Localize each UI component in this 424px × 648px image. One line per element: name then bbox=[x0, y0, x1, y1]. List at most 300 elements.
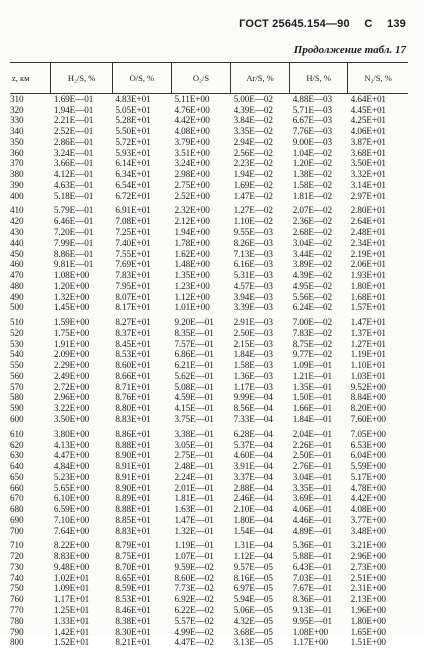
value-cell: 6.34E+01 bbox=[112, 169, 171, 180]
value-cell: 4.88E—03 bbox=[290, 94, 348, 105]
value-cell: 9.77E—02 bbox=[290, 350, 348, 361]
value-cell: 2.07E—02 bbox=[290, 206, 348, 217]
value-cell: 6.67E—03 bbox=[290, 116, 348, 127]
value-cell: 5.28E+01 bbox=[112, 116, 171, 127]
table-row bbox=[10, 303, 408, 314]
value-cell: 2.36E—02 bbox=[290, 216, 348, 227]
value-cell: 1.80E+01 bbox=[348, 281, 408, 292]
value-cell: 6.22E—02 bbox=[171, 605, 230, 616]
value-cell: 6.14E+01 bbox=[112, 159, 171, 170]
value-cell: 2.68E—02 bbox=[290, 227, 348, 238]
value-cell: 6.43E—01 bbox=[290, 562, 348, 573]
value-cell: 2.46E—04 bbox=[231, 494, 290, 505]
value-cell: 3.24E—01 bbox=[51, 148, 112, 159]
value-cell: 5.23E+00 bbox=[51, 472, 112, 483]
altitude-cell: 350 bbox=[10, 137, 51, 148]
value-cell: 1.80E+00 bbox=[348, 616, 408, 627]
value-cell: 8.56E—04 bbox=[231, 403, 290, 414]
value-cell: 1.23E+00 bbox=[171, 281, 230, 292]
value-cell: 1.19E+01 bbox=[348, 350, 408, 361]
value-cell: 2.73E+00 bbox=[348, 562, 408, 573]
value-cell: 8.26E—03 bbox=[231, 238, 290, 249]
value-cell: 1.50E—01 bbox=[290, 393, 348, 404]
altitude-cell: 790 bbox=[10, 627, 51, 638]
altitude-cell: 310 bbox=[10, 94, 51, 105]
value-cell: 1.03E+01 bbox=[348, 371, 408, 382]
value-cell: 1.52E+01 bbox=[51, 638, 112, 648]
table-row bbox=[10, 270, 408, 281]
value-cell: 3.50E+01 bbox=[348, 159, 408, 170]
table-row bbox=[10, 159, 408, 170]
value-cell: 9.57E—05 bbox=[231, 562, 290, 573]
value-cell: 1.20E—02 bbox=[290, 159, 348, 170]
value-cell: 2.72E+00 bbox=[51, 382, 112, 393]
value-cell: 1.93E+01 bbox=[348, 270, 408, 281]
value-cell: 3.37E—04 bbox=[231, 472, 290, 483]
value-cell: 1.32E—01 bbox=[171, 526, 230, 537]
value-cell: 1.69E—01 bbox=[51, 94, 112, 105]
value-cell: 1.94E—02 bbox=[231, 169, 290, 180]
value-cell: 8.89E+01 bbox=[112, 494, 171, 505]
value-cell: 4.99E—02 bbox=[171, 627, 230, 638]
value-cell: 8.22E+00 bbox=[51, 541, 112, 552]
value-cell: 1.94E—01 bbox=[51, 105, 112, 116]
value-cell: 5.08E—01 bbox=[171, 382, 230, 393]
value-cell: 3.38E—01 bbox=[171, 429, 230, 440]
altitude-cell: 460 bbox=[10, 259, 51, 270]
table-row bbox=[10, 551, 408, 562]
value-cell: 8.35E—01 bbox=[171, 328, 230, 339]
value-cell: 2.15E—03 bbox=[231, 339, 290, 350]
value-cell: 2.94E—02 bbox=[231, 137, 290, 148]
value-cell: 1.32E+00 bbox=[51, 292, 112, 303]
altitude-cell: 590 bbox=[10, 403, 51, 414]
altitude-cell: 720 bbox=[10, 551, 51, 562]
value-cell: 1.54E—04 bbox=[231, 526, 290, 537]
table-body bbox=[10, 94, 408, 648]
altitude-cell: 410 bbox=[10, 206, 51, 217]
value-cell: 8.86E+01 bbox=[112, 429, 171, 440]
value-cell: 1.12E—04 bbox=[231, 551, 290, 562]
altitude-cell: 490 bbox=[10, 292, 51, 303]
altitude-cell: 450 bbox=[10, 249, 51, 260]
value-cell: 5.93E+01 bbox=[112, 148, 171, 159]
value-cell: 7.25E+01 bbox=[112, 227, 171, 238]
value-cell: 5.56E—02 bbox=[290, 292, 348, 303]
value-cell: 2.31E+00 bbox=[348, 584, 408, 595]
value-cell: 1.63E—01 bbox=[171, 504, 230, 515]
value-cell: 7.00E—02 bbox=[290, 317, 348, 328]
value-cell: 8.90E+01 bbox=[112, 451, 171, 462]
value-cell: 3.22E+00 bbox=[51, 403, 112, 414]
value-cell: 1.57E+01 bbox=[348, 303, 408, 314]
table-row bbox=[10, 616, 408, 627]
value-cell: 7.57E—01 bbox=[171, 339, 230, 350]
value-cell: 8.27E+01 bbox=[112, 317, 171, 328]
value-cell: 8.79E+01 bbox=[112, 541, 171, 552]
value-cell: 1.17E+00 bbox=[290, 638, 348, 648]
value-cell: 2.75E+00 bbox=[171, 180, 230, 191]
value-cell: 2.52E+00 bbox=[171, 191, 230, 202]
value-cell: 6.92E—02 bbox=[171, 594, 230, 605]
altitude-cell: 340 bbox=[10, 126, 51, 137]
value-cell: 5.11E+00 bbox=[171, 94, 230, 105]
table-header-row bbox=[10, 63, 408, 94]
value-cell: 4.15E—01 bbox=[171, 403, 230, 414]
value-cell: 4.95E—02 bbox=[290, 281, 348, 292]
value-cell: 7.69E+01 bbox=[112, 259, 171, 270]
altitude-cell: 420 bbox=[10, 216, 51, 227]
table-row bbox=[10, 339, 408, 350]
value-cell: 4.12E—01 bbox=[51, 169, 112, 180]
value-cell: 2.64E+01 bbox=[348, 216, 408, 227]
value-cell: 8.83E+01 bbox=[112, 414, 171, 425]
column-header: O/S, % bbox=[112, 63, 171, 94]
altitude-cell: 320 bbox=[10, 105, 51, 116]
value-cell: 4.42E+00 bbox=[171, 116, 230, 127]
value-cell: 2.50E—01 bbox=[290, 451, 348, 462]
value-cell: 8.16E—05 bbox=[231, 573, 290, 584]
value-cell: 1.21E—01 bbox=[290, 371, 348, 382]
value-cell: 8.37E+01 bbox=[112, 328, 171, 339]
value-cell: 2.91E—03 bbox=[231, 317, 290, 328]
value-cell: 3.51E+00 bbox=[171, 148, 230, 159]
value-cell: 6.53E+00 bbox=[348, 440, 408, 451]
value-cell: 4.84E+00 bbox=[51, 461, 112, 472]
value-cell: 1.45E+00 bbox=[51, 303, 112, 314]
value-cell: 1.38E—02 bbox=[290, 169, 348, 180]
altitude-cell: 540 bbox=[10, 350, 51, 361]
value-cell: 1.35E+00 bbox=[171, 270, 230, 281]
value-cell: 6.46E—01 bbox=[51, 216, 112, 227]
table-row bbox=[10, 281, 408, 292]
table-row bbox=[10, 292, 408, 303]
value-cell: 2.75E—01 bbox=[171, 451, 230, 462]
value-cell: 8.60E+01 bbox=[112, 360, 171, 371]
value-cell: 8.91E+01 bbox=[112, 472, 171, 483]
value-cell: 1.08E+00 bbox=[290, 627, 348, 638]
value-cell: 2.86E—01 bbox=[51, 137, 112, 148]
value-cell: 3.50E+00 bbox=[51, 414, 112, 425]
value-cell: 5.05E+01 bbox=[112, 105, 171, 116]
value-cell: 8.75E—02 bbox=[290, 339, 348, 350]
value-cell: 1.12E+00 bbox=[171, 292, 230, 303]
value-cell: 9.59E—02 bbox=[171, 562, 230, 573]
value-cell: 1.08E+00 bbox=[51, 270, 112, 281]
altitude-cell: 570 bbox=[10, 382, 51, 393]
value-cell: 7.10E+00 bbox=[51, 515, 112, 526]
value-cell: 8.30E+01 bbox=[112, 627, 171, 638]
table-row bbox=[10, 259, 408, 270]
value-cell: 3.68E+01 bbox=[348, 148, 408, 159]
value-cell: 4.47E+00 bbox=[51, 451, 112, 462]
value-cell: 8.84E+00 bbox=[348, 393, 408, 404]
value-cell: 1.09E+01 bbox=[51, 584, 112, 595]
table-row bbox=[10, 403, 408, 414]
table-row bbox=[10, 180, 408, 191]
altitude-cell: 710 bbox=[10, 541, 51, 552]
value-cell: 5.79E—01 bbox=[51, 206, 112, 217]
value-cell: 2.50E—03 bbox=[231, 328, 290, 339]
value-cell: 2.04E—01 bbox=[290, 429, 348, 440]
value-cell: 9.95E—01 bbox=[290, 616, 348, 627]
value-cell: 1.84E—01 bbox=[290, 414, 348, 425]
table-row bbox=[10, 638, 408, 648]
value-cell: 3.35E—01 bbox=[290, 483, 348, 494]
value-cell: 6.28E—04 bbox=[231, 429, 290, 440]
altitude-cell: 750 bbox=[10, 584, 51, 595]
value-cell: 1.84E—03 bbox=[231, 350, 290, 361]
value-cell: 7.40E+01 bbox=[112, 238, 171, 249]
density-ratio-table bbox=[10, 62, 408, 648]
table-row bbox=[10, 227, 408, 238]
value-cell: 2.52E—01 bbox=[51, 126, 112, 137]
value-cell: 2.06E+01 bbox=[348, 259, 408, 270]
value-cell: 5.00E—02 bbox=[231, 94, 290, 105]
altitude-cell: 670 bbox=[10, 494, 51, 505]
value-cell: 7.55E+01 bbox=[112, 249, 171, 260]
value-cell: 3.44E—02 bbox=[290, 249, 348, 260]
column-header-altitude: z, км bbox=[10, 63, 51, 94]
value-cell: 6.10E+00 bbox=[51, 494, 112, 505]
table-row bbox=[10, 137, 408, 148]
altitude-cell: 430 bbox=[10, 227, 51, 238]
value-cell: 6.97E—05 bbox=[231, 584, 290, 595]
value-cell: 1.04E—02 bbox=[290, 148, 348, 159]
value-cell: 9.55E—03 bbox=[231, 227, 290, 238]
value-cell: 1.31E—04 bbox=[231, 541, 290, 552]
value-cell: 2.51E+00 bbox=[348, 573, 408, 584]
value-cell: 1.17E—03 bbox=[231, 382, 290, 393]
value-cell: 2.19E+01 bbox=[348, 249, 408, 260]
value-cell: 2.23E—02 bbox=[231, 159, 290, 170]
value-cell: 8.88E+01 bbox=[112, 504, 171, 515]
value-cell: 2.32E+00 bbox=[171, 206, 230, 217]
value-cell: 6.86E—01 bbox=[171, 350, 230, 361]
value-cell: 2.24E—01 bbox=[171, 472, 230, 483]
value-cell: 8.71E+01 bbox=[112, 382, 171, 393]
table-row bbox=[10, 249, 408, 260]
value-cell: 8.59E+01 bbox=[112, 584, 171, 595]
value-cell: 2.80E+01 bbox=[348, 206, 408, 217]
value-cell: 1.37E+01 bbox=[348, 328, 408, 339]
value-cell: 1.75E+00 bbox=[51, 328, 112, 339]
value-cell: 4.57E—03 bbox=[231, 281, 290, 292]
value-cell: 6.24E—02 bbox=[290, 303, 348, 314]
value-cell: 8.17E+01 bbox=[112, 303, 171, 314]
altitude-cell: 680 bbox=[10, 504, 51, 515]
table-row bbox=[10, 526, 408, 537]
value-cell: 3.84E—02 bbox=[231, 116, 290, 127]
table-row bbox=[10, 584, 408, 595]
altitude-cell: 770 bbox=[10, 605, 51, 616]
value-cell: 1.58E—02 bbox=[290, 180, 348, 191]
altitude-cell: 550 bbox=[10, 360, 51, 371]
value-cell: 3.05E—01 bbox=[171, 440, 230, 451]
value-cell: 8.70E+01 bbox=[112, 562, 171, 573]
value-cell: 4.08E+00 bbox=[171, 126, 230, 137]
value-cell: 2.13E+00 bbox=[348, 594, 408, 605]
value-cell: 7.33E—04 bbox=[231, 414, 290, 425]
table-row bbox=[10, 451, 408, 462]
value-cell: 3.94E—03 bbox=[231, 292, 290, 303]
standard-number: ГОСТ 25645.154—90 bbox=[239, 18, 350, 30]
table-row bbox=[10, 429, 408, 440]
value-cell: 1.58E—03 bbox=[231, 360, 290, 371]
table-row bbox=[10, 105, 408, 116]
altitude-cell: 470 bbox=[10, 270, 51, 281]
value-cell: 9.99E—04 bbox=[231, 393, 290, 404]
page-header bbox=[239, 18, 406, 30]
value-cell: 7.83E—02 bbox=[290, 328, 348, 339]
value-cell: 2.49E+00 bbox=[51, 371, 112, 382]
value-cell: 3.68E—05 bbox=[231, 627, 290, 638]
value-cell: 8.45E+01 bbox=[112, 339, 171, 350]
value-cell: 1.27E+01 bbox=[348, 339, 408, 350]
value-cell: 8.91E+01 bbox=[112, 461, 171, 472]
value-cell: 1.91E+00 bbox=[51, 339, 112, 350]
value-cell: 2.34E+01 bbox=[348, 238, 408, 249]
altitude-cell: 390 bbox=[10, 180, 51, 191]
altitude-cell: 800 bbox=[10, 638, 51, 648]
value-cell: 7.67E—01 bbox=[290, 584, 348, 595]
value-cell: 4.83E+01 bbox=[112, 94, 171, 105]
value-cell: 8.88E+01 bbox=[112, 440, 171, 451]
value-cell: 2.96E+00 bbox=[348, 551, 408, 562]
value-cell: 8.46E+01 bbox=[112, 605, 171, 616]
value-cell: 2.21E—01 bbox=[51, 116, 112, 127]
value-cell: 5.31E—03 bbox=[231, 270, 290, 281]
value-cell: 8.83E+01 bbox=[112, 526, 171, 537]
value-cell: 8.53E+01 bbox=[112, 594, 171, 605]
value-cell: 3.69E—01 bbox=[290, 494, 348, 505]
value-cell: 6.16E—03 bbox=[231, 259, 290, 270]
value-cell: 2.98E+00 bbox=[171, 169, 230, 180]
value-cell: 1.59E+00 bbox=[51, 317, 112, 328]
value-cell: 1.96E+00 bbox=[348, 605, 408, 616]
table-row bbox=[10, 594, 408, 605]
value-cell: 3.39E—03 bbox=[231, 303, 290, 314]
value-cell: 2.48E+01 bbox=[348, 227, 408, 238]
value-cell: 1.62E+00 bbox=[171, 249, 230, 260]
table-row bbox=[10, 191, 408, 202]
value-cell: 3.80E+00 bbox=[51, 429, 112, 440]
value-cell: 8.85E+01 bbox=[112, 515, 171, 526]
table-row bbox=[10, 94, 408, 105]
table-row bbox=[10, 328, 408, 339]
value-cell: 5.18E—01 bbox=[51, 191, 112, 202]
value-cell: 6.91E+01 bbox=[112, 206, 171, 217]
value-cell: 1.35E—01 bbox=[290, 382, 348, 393]
table-row bbox=[10, 393, 408, 404]
value-cell: 5.06E—05 bbox=[231, 605, 290, 616]
value-cell: 4.42E+00 bbox=[348, 494, 408, 505]
altitude-cell: 330 bbox=[10, 116, 51, 127]
altitude-cell: 580 bbox=[10, 393, 51, 404]
value-cell: 4.76E+00 bbox=[171, 105, 230, 116]
value-cell: 6.21E—01 bbox=[171, 360, 230, 371]
altitude-cell: 630 bbox=[10, 451, 51, 462]
table-row bbox=[10, 350, 408, 361]
value-cell: 6.54E+01 bbox=[112, 180, 171, 191]
table-continuation-title: Продолжение табл. 17 bbox=[294, 44, 406, 56]
value-cell: 3.79E+00 bbox=[171, 137, 230, 148]
value-cell: 2.10E—04 bbox=[231, 504, 290, 515]
table-row bbox=[10, 541, 408, 552]
altitude-cell: 400 bbox=[10, 191, 51, 202]
value-cell: 9.48E+00 bbox=[51, 562, 112, 573]
value-cell: 5.62E—01 bbox=[171, 371, 230, 382]
value-cell: 4.89E—01 bbox=[290, 526, 348, 537]
value-cell: 8.75E+01 bbox=[112, 551, 171, 562]
page-number: 139 bbox=[387, 18, 406, 30]
value-cell: 7.03E—01 bbox=[290, 573, 348, 584]
value-cell: 3.91E—04 bbox=[231, 461, 290, 472]
value-cell: 5.59E+00 bbox=[348, 461, 408, 472]
column-header: N₂/S, % bbox=[348, 63, 408, 94]
value-cell: 4.63E—01 bbox=[51, 180, 112, 191]
value-cell: 8.66E+01 bbox=[112, 371, 171, 382]
value-cell: 5.57E—02 bbox=[171, 616, 230, 627]
value-cell: 4.47E—02 bbox=[171, 638, 230, 648]
value-cell: 4.78E+00 bbox=[348, 483, 408, 494]
value-cell: 1.07E—01 bbox=[171, 551, 230, 562]
value-cell: 1.42E+01 bbox=[51, 627, 112, 638]
value-cell: 2.76E—01 bbox=[290, 461, 348, 472]
table-row bbox=[10, 238, 408, 249]
altitude-cell: 370 bbox=[10, 159, 51, 170]
value-cell: 7.20E—01 bbox=[51, 227, 112, 238]
table-row bbox=[10, 573, 408, 584]
value-cell: 1.48E+00 bbox=[171, 259, 230, 270]
value-cell: 1.27E—02 bbox=[231, 206, 290, 217]
altitude-cell: 530 bbox=[10, 339, 51, 350]
value-cell: 6.04E+00 bbox=[348, 451, 408, 462]
value-cell: 3.89E—02 bbox=[290, 259, 348, 270]
value-cell: 2.12E+00 bbox=[171, 216, 230, 227]
table-row bbox=[10, 605, 408, 616]
value-cell: 8.90E+01 bbox=[112, 483, 171, 494]
table-row bbox=[10, 494, 408, 505]
value-cell: 1.19E—01 bbox=[171, 541, 230, 552]
value-cell: 7.08E+01 bbox=[112, 216, 171, 227]
altitude-cell: 610 bbox=[10, 429, 51, 440]
value-cell: 2.56E—02 bbox=[231, 148, 290, 159]
altitude-cell: 440 bbox=[10, 238, 51, 249]
value-cell: 1.25E+01 bbox=[51, 605, 112, 616]
value-cell: 8.86E—01 bbox=[51, 249, 112, 260]
value-cell: 4.59E—01 bbox=[171, 393, 230, 404]
value-cell: 9.52E+00 bbox=[348, 382, 408, 393]
column-header: O₂/S bbox=[171, 63, 230, 94]
value-cell: 1.66E—01 bbox=[290, 403, 348, 414]
value-cell: 8.65E+01 bbox=[112, 573, 171, 584]
table-row bbox=[10, 440, 408, 451]
value-cell: 3.32E+01 bbox=[348, 169, 408, 180]
value-cell: 1.10E—02 bbox=[231, 216, 290, 227]
value-cell: 2.09E+00 bbox=[51, 350, 112, 361]
value-cell: 4.46E—01 bbox=[290, 515, 348, 526]
value-cell: 1.69E—02 bbox=[231, 180, 290, 191]
table-row bbox=[10, 483, 408, 494]
value-cell: 1.80E—04 bbox=[231, 515, 290, 526]
value-cell: 2.97E+01 bbox=[348, 191, 408, 202]
value-cell: 4.32E—05 bbox=[231, 616, 290, 627]
value-cell: 1.01E+00 bbox=[171, 303, 230, 314]
table-row bbox=[10, 472, 408, 483]
table-row bbox=[10, 461, 408, 472]
value-cell: 2.88E—04 bbox=[231, 483, 290, 494]
